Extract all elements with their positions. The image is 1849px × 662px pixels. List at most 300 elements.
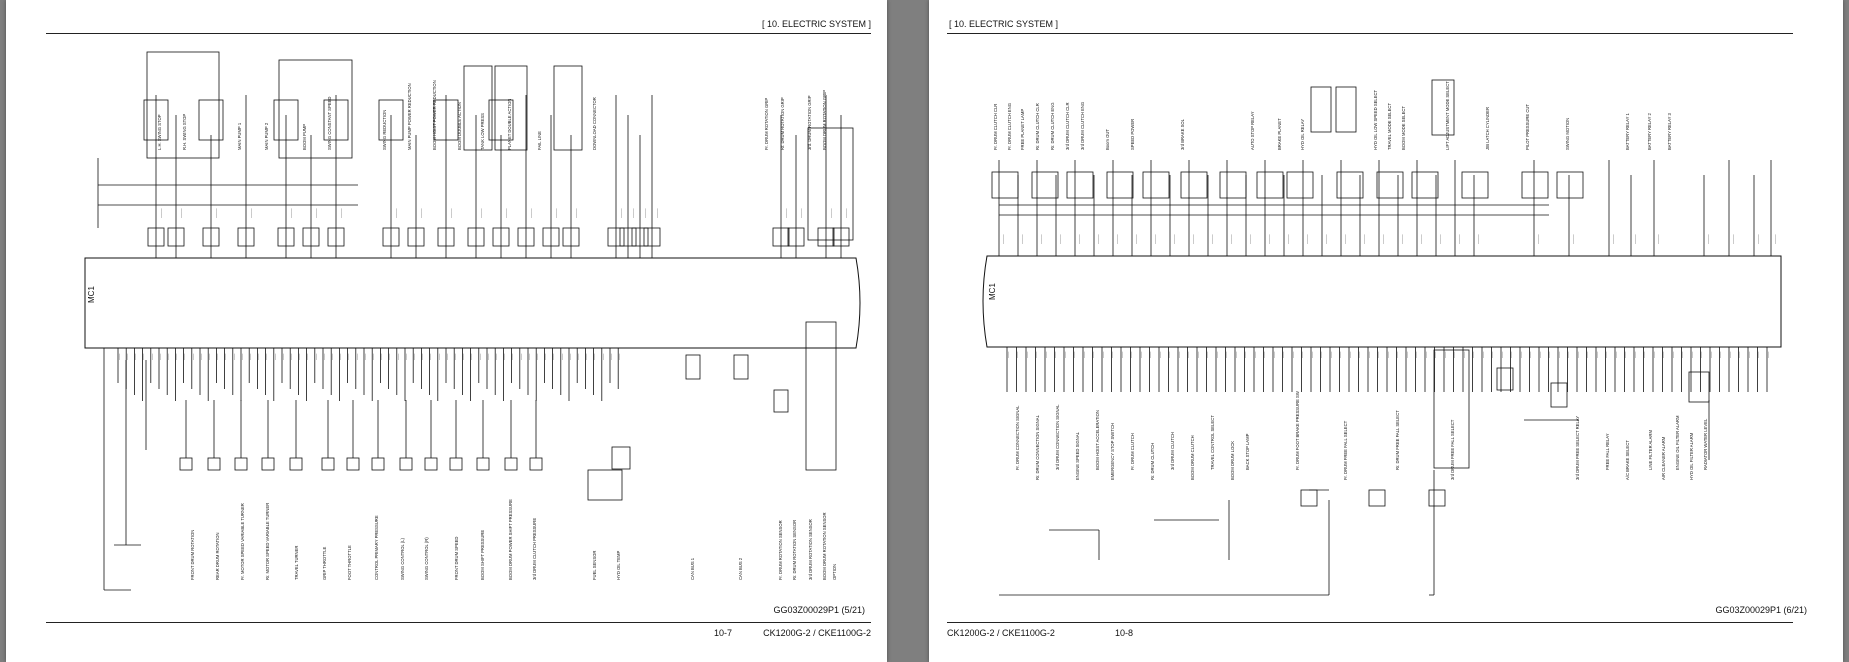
wire-tag: ——	[281, 353, 285, 360]
option-box	[1432, 80, 1454, 135]
wire-tag: ——	[1300, 351, 1305, 358]
wire-tag: ——	[1519, 351, 1523, 358]
wire-tag: ——	[1718, 351, 1723, 358]
top-signal-label: BATTERY RELAY 1	[1625, 113, 1630, 150]
wire-tag: ——	[158, 353, 162, 360]
wire-tag: ——	[1557, 351, 1561, 358]
wire-tag: ———	[1096, 234, 1100, 244]
relay-group-box	[1336, 87, 1356, 132]
left-page-header: [ 10. ELECTRIC SYSTEM ]	[761, 19, 871, 29]
top-signal-label: BATTERY RELAY 3	[1667, 113, 1672, 150]
bottom-signal-label: Rr. DRUM CLUTCH	[1150, 442, 1155, 480]
wire-tag: ——	[584, 353, 589, 360]
relay-box	[1067, 172, 1093, 198]
sensor-symbol	[425, 458, 437, 470]
top-signal-label: HYD OIL RELAY	[1300, 118, 1305, 150]
wire-tag: ———	[529, 208, 533, 218]
bottom-signal-label: Fr. DRUM CLUTCH	[1130, 433, 1135, 470]
bottom-signal-label: CAN BUS 2	[738, 557, 743, 580]
wire-tag: ——	[1490, 351, 1495, 358]
wire-tag: ——	[1376, 351, 1381, 358]
wire-tag: ———	[1381, 234, 1385, 244]
bottom-signal-label: 3rd DRUM FREE SELECT RELAY	[1575, 415, 1580, 480]
wire-tag: ———	[1656, 234, 1660, 244]
wire-tag: ——	[305, 353, 310, 360]
wire-tag: ——	[1338, 351, 1343, 358]
sensor-symbol	[372, 458, 384, 470]
sensor-symbol	[450, 458, 462, 470]
wire-tag: ——	[1234, 351, 1238, 358]
controller-mc1-outline	[983, 256, 1781, 347]
wire-tag: ——	[1272, 351, 1276, 358]
wire-tag: ——	[215, 353, 220, 360]
relay-group-box	[279, 60, 352, 158]
wire-tag: ——	[592, 353, 597, 360]
left-wiring-diagram	[6, 0, 887, 662]
bottom-signal-label: FRONT DRUM SPEED	[454, 536, 459, 580]
wire-tag: ——	[1652, 351, 1656, 358]
wire-tag: ———	[1419, 234, 1423, 244]
sensor-symbol	[1301, 490, 1317, 506]
top-signal-label: JIB LATCH CYLINDER	[1485, 107, 1490, 150]
relay-box	[1551, 383, 1567, 407]
wire-tag: ———	[1039, 234, 1043, 244]
wire-tag: ——	[338, 353, 343, 360]
top-signal-label: BOOM HOIST POWER REDUCTION	[432, 80, 437, 150]
wire-tag: ——	[428, 353, 433, 360]
bottom-signal-label: TRAVEL CONTROL SELECT	[1210, 415, 1215, 470]
wire-tag: ——	[420, 353, 425, 360]
wire-tag: ——	[1205, 351, 1210, 358]
bottom-signal-label: BOOM DRUM POWER SHIFT PRESSURE	[508, 499, 513, 580]
wire-tag: ——	[469, 353, 474, 360]
wire-tag: ——	[1595, 351, 1599, 358]
wire-tag: ———	[1324, 234, 1328, 244]
bottom-signal-label: BOOM SHIFT PRESSURE	[480, 529, 485, 580]
wire-tag: ——	[1025, 351, 1029, 358]
bottom-signal-label: TRAVEL TURNER	[294, 545, 299, 580]
wire-tag: ———	[1267, 234, 1271, 244]
wire-tag: ———	[289, 208, 293, 218]
wire-tag: ——	[1224, 351, 1229, 358]
wire-tag: ——	[1728, 351, 1732, 358]
wire-tag: ——	[1661, 351, 1666, 358]
wire-tag: ——	[379, 353, 384, 360]
wire-tag: ——	[510, 353, 515, 360]
wire-tag: ———	[249, 208, 253, 218]
relay-box	[1143, 172, 1169, 198]
wire-tag: ——	[1576, 351, 1580, 358]
bottom-signal-label: BACK STOP LAMP	[1245, 433, 1250, 470]
bottom-signal-label: RADIATOR WATER LEVEL	[1703, 418, 1708, 470]
bottom-signal-label: AIR CLEANER ALARM	[1661, 436, 1666, 480]
wire-tag: ——	[1433, 351, 1438, 358]
wire-tag: ———	[394, 208, 398, 218]
wire-tag: ——	[174, 353, 179, 360]
wire-tag: ——	[141, 353, 146, 360]
wire-tag: ———	[1058, 234, 1062, 244]
wire-tag: ——	[363, 353, 367, 360]
wire-tag: ———	[159, 208, 163, 218]
sensor-symbol	[208, 458, 220, 470]
wire-tag: ———	[619, 208, 623, 218]
top-signal-label: 3rd BRAKE SOL	[1180, 119, 1185, 150]
wire-tag: ——	[1756, 351, 1761, 358]
wire-tag: ——	[125, 353, 130, 360]
top-signal-label: 3rd DRUM CLUTCH CLR	[1065, 102, 1070, 150]
bottom-signal-label: 3rd DRUM FREE FALL SELECT	[1450, 419, 1455, 480]
bottom-signal-label: OPTION	[832, 563, 837, 580]
wire-tag: ———	[1001, 234, 1005, 244]
wire-tag: ——	[1766, 351, 1770, 358]
wire-tag: ——	[231, 353, 236, 360]
top-signal-label: 3rd DRUM CLUTCH ENG	[1080, 101, 1085, 150]
wire-tag: ——	[502, 353, 507, 360]
wire-tag: ——	[1253, 351, 1257, 358]
wire-tag: ——	[240, 353, 244, 360]
bottom-signal-label: Fr. DRUM ROTATION SENSOR	[778, 520, 783, 580]
wire-tag: ——	[1082, 351, 1086, 358]
top-signal-label: BRAKE PLANET	[1277, 118, 1282, 150]
sensor-symbol	[530, 458, 542, 470]
top-signal-label: Boom OUT	[1105, 129, 1110, 150]
wire-tag: ——	[1528, 351, 1533, 358]
wire-tag: ———	[504, 208, 508, 218]
top-signal-label: Rr. DRUM CLUTCH ENG	[1050, 102, 1055, 150]
wire-tag: ——	[600, 353, 605, 360]
sensor-symbol	[322, 458, 334, 470]
wire-tag: ———	[1438, 234, 1442, 244]
top-signal-label: FAIL LINE	[537, 131, 542, 150]
top-signal-label: BOOM DOUBLE ACTION	[457, 102, 462, 150]
wire-tag: ——	[1120, 351, 1124, 358]
wire-tag: ——	[1680, 351, 1685, 358]
top-signal-label: PLANET DOUBLE ACTION	[507, 98, 512, 150]
wire-tag: ——	[1471, 351, 1476, 358]
top-signal-label: AUTO STOP RELAY	[1250, 111, 1255, 150]
wire-tag: ——	[1357, 351, 1362, 358]
wire-tag: ———	[1153, 234, 1157, 244]
wire-tag: ——	[182, 353, 187, 360]
relay-group-box	[464, 66, 492, 150]
wire-tag: ——	[1747, 351, 1751, 358]
wire-tag: ——	[387, 353, 392, 360]
radiator-level-box	[1689, 372, 1709, 402]
wire-tag: ——	[1158, 351, 1162, 358]
bottom-signal-label: Fr. DRUM FREE FALL SELECT	[1343, 420, 1348, 480]
bottom-signal-label: 3rd DRUM CLUTCH PRESSURE	[532, 517, 537, 580]
wire-tag: ——	[1585, 351, 1590, 358]
top-signal-label: Fr. DRUM CLUTCH CLR	[993, 103, 998, 150]
top-signal-label: SWING MOTION	[1565, 117, 1570, 150]
wire-tag: ———	[1476, 234, 1480, 244]
wire-tag: ——	[1129, 351, 1134, 358]
bottom-signal-label: GRIP THROTTLE	[322, 546, 327, 580]
wire-tag: ——	[1671, 351, 1675, 358]
wire-tag: ——	[1452, 351, 1457, 358]
wire-tag: ——	[527, 353, 531, 360]
wire-tag: ——	[1196, 351, 1200, 358]
wire-tag: ———	[1611, 234, 1615, 244]
top-signal-label: SWING CONSTANT SPEED	[327, 96, 332, 150]
wire-tag: ——	[1091, 351, 1096, 358]
wire-tag: ———	[631, 208, 635, 218]
wire-tag: ——	[1348, 351, 1352, 358]
wire-tag: ——	[313, 353, 318, 360]
wire-tag: ———	[1362, 234, 1366, 244]
bottom-signal-label: REAR DRUM ROTATION	[215, 532, 220, 580]
top-signal-label: SWING REDUCTION	[382, 109, 387, 150]
top-signal-label: HYD OIL LOW SPEED SELECT	[1373, 89, 1378, 150]
relay-box	[992, 172, 1018, 198]
wire-tag: ——	[207, 353, 212, 360]
wire-tag: ——	[1500, 351, 1504, 358]
wire-tag: ——	[1319, 351, 1324, 358]
wire-tag: ——	[609, 353, 613, 360]
wire-tag: ——	[289, 353, 294, 360]
wire-tag: ——	[568, 353, 572, 360]
wire-tag: ———	[1077, 234, 1081, 244]
wire-tag: ———	[1134, 234, 1138, 244]
bottom-signal-label: SWING CONTROL (L)	[400, 538, 405, 580]
top-signal-label: Rr. DRUM ROTATION GRIP	[780, 97, 785, 150]
wire-tag: ——	[477, 353, 482, 360]
left-manual-page	[6, 0, 887, 662]
wire-tag: ———	[339, 208, 343, 218]
wire-tag: ——	[1053, 351, 1058, 358]
wire-tag: ——	[117, 353, 121, 360]
top-signal-label: BOOM PUMP	[302, 123, 307, 150]
wire-tag: ——	[445, 353, 449, 360]
drum-sensor-box	[774, 390, 788, 412]
sensor-symbol	[1429, 490, 1445, 506]
bottom-signal-label: 3rd DRUM ROTATION SENSOR	[808, 519, 813, 580]
right-manual-page	[929, 0, 1843, 662]
wire-tag: ——	[1044, 351, 1048, 358]
wire-tag: ——	[453, 353, 458, 360]
wire-tag: ——	[1462, 351, 1466, 358]
wire-tag: ———	[179, 208, 183, 218]
bottom-signal-label: FUEL SENSOR	[592, 550, 597, 580]
wire-tag: ——	[1148, 351, 1153, 358]
sensor-symbol	[262, 458, 274, 470]
wire-tag: ———	[1706, 234, 1710, 244]
wire-tag: ———	[554, 208, 558, 218]
wire-tag: ——	[1604, 351, 1609, 358]
wire-tag: ——	[371, 353, 376, 360]
sensor-symbol	[1369, 490, 1385, 506]
wire-tag: ——	[494, 353, 499, 360]
sensor-symbol	[477, 458, 489, 470]
right-model-label: CK1200G-2 / CKE1100G-2	[947, 628, 1055, 638]
bottom-signal-label: HYD OIL FILTER ALARM	[1689, 432, 1694, 480]
sensor-symbol	[180, 458, 192, 470]
relay-box	[1032, 172, 1058, 198]
wire-tag: ——	[133, 353, 138, 360]
wire-tag: ——	[1509, 351, 1514, 358]
wire-tag: ——	[264, 353, 269, 360]
bottom-signal-label: Fr. DRUM FOOT BRAKE PRESSURE SW	[1295, 391, 1300, 470]
relay-box	[1462, 172, 1488, 198]
top-signal-label: MAIN PUMP 1	[237, 122, 242, 150]
bottom-signal-label: FRONT DRUM ROTATION	[190, 529, 195, 580]
top-signal-label: R.H. SWING STOP	[182, 113, 187, 150]
top-signal-label: TANK LOW PRESS	[480, 113, 485, 150]
bottom-signal-label: BOOM DRUM CLUTCH	[1190, 435, 1195, 480]
sensor-symbol	[290, 458, 302, 470]
wire-tag: ——	[535, 353, 540, 360]
relay-group-box	[1311, 87, 1331, 132]
wire-tag: ———	[1115, 234, 1119, 244]
bottom-signal-label: HYD OIL TEMP	[616, 550, 621, 580]
wire-tag: ——	[1072, 351, 1077, 358]
left-page-number: 10-7	[714, 628, 733, 638]
wire-tag: ——	[223, 353, 228, 360]
wire-tag: ——	[1329, 351, 1333, 358]
wire-tag: ———	[784, 208, 788, 218]
wire-tag: ———	[574, 208, 578, 218]
bottom-signal-label: Rr. MOTOR SPEED VARIABLE TURNER	[265, 502, 270, 580]
top-signal-label: DOWNLOAD CONNECTOR	[592, 97, 597, 150]
top-signal-label: FREE PLANET LAMP	[1020, 108, 1025, 150]
wire-tag: ——	[1367, 351, 1371, 358]
wire-tag: ——	[1291, 351, 1295, 358]
wire-tag: ——	[190, 353, 195, 360]
bottom-signal-label: FREE FALL RELAY	[1605, 433, 1610, 470]
wire-tag: ———	[1020, 234, 1024, 244]
bottom-signal-label: CONTROL PRIMARY PRESSURE	[374, 515, 379, 580]
wire-tag: ——	[1395, 351, 1400, 358]
wire-tag: ——	[1186, 351, 1191, 358]
wire-tag: ———	[844, 208, 848, 218]
wire-tag: ———	[449, 208, 453, 218]
option-sensor-box	[806, 322, 836, 470]
wire-tag: ——	[543, 353, 548, 360]
wire-tag: ——	[256, 353, 261, 360]
top-signal-label: Fr. DRUM CLUTCH ENG	[1007, 103, 1012, 150]
right-wiring-diagram	[929, 0, 1843, 662]
wire-tag: ——	[1006, 351, 1010, 358]
wire-tag: ———	[1305, 234, 1309, 244]
wire-tag: ———	[1457, 234, 1461, 244]
bottom-signal-label: BOOM DRUM LOCK	[1230, 440, 1235, 480]
wire-tag: ——	[1443, 351, 1447, 358]
wire-tag: ———	[1731, 234, 1735, 244]
wire-tag: ———	[214, 208, 218, 218]
bottom-signal-label: BOOM HOIST ACCELERATION	[1095, 410, 1100, 470]
top-signal-label: 3rd. DRUM ROTATION GRIP	[807, 95, 812, 150]
wire-tag: ——	[1405, 351, 1409, 358]
wire-tag: ——	[1281, 351, 1286, 358]
wire-tag: ———	[655, 208, 659, 218]
bottom-signal-label: LINE FILTER ALARM	[1648, 430, 1653, 470]
sensor-symbol	[235, 458, 247, 470]
right-footer-rule	[947, 622, 1793, 623]
wire-tag: ——	[1690, 351, 1694, 358]
wire-tag: ——	[1538, 351, 1542, 358]
wire-tag: ——	[461, 353, 466, 360]
left-drawing-number: GG03Z00029P1 (5/21)	[773, 605, 865, 615]
top-signal-label: Rr. DRUM CLUTCH CLR	[1035, 103, 1040, 150]
relay-box	[1220, 172, 1246, 198]
wire-tag: ——	[1414, 351, 1419, 358]
controller-label: MC1	[87, 286, 96, 303]
wire-tag: ——	[354, 353, 359, 360]
relay-box	[1107, 172, 1133, 198]
sensor-symbol	[347, 458, 359, 470]
wire-tag: ———	[314, 208, 318, 218]
wire-tag: ——	[1424, 351, 1428, 358]
top-signal-label: TRAVEL MODE SELECT	[1387, 102, 1392, 150]
wire-tag: ——	[395, 353, 400, 360]
wire-tag: ———	[799, 208, 803, 218]
wire-tag: ——	[1623, 351, 1628, 358]
wire-tag: ——	[1034, 351, 1039, 358]
wire-tag: ——	[551, 353, 556, 360]
left-footer-rule	[46, 622, 871, 623]
wire-tag: ——	[404, 353, 408, 360]
wire-tag: ——	[559, 353, 564, 360]
wire-tag: ——	[297, 353, 302, 360]
wire-tag: ———	[1756, 234, 1760, 244]
controller-mc1-outline	[85, 258, 860, 348]
bottom-signal-label: ENGINE OIL FILTER ALARM	[1675, 415, 1680, 470]
left-model-label: CK1200G-2 / CKE1100G-2	[763, 628, 871, 638]
wire-tag: ———	[1286, 234, 1290, 244]
wire-tag: ——	[1547, 351, 1552, 358]
can-box	[686, 355, 700, 379]
bottom-signal-label: Rr. DRUM CONNECTION SIGNAL	[1035, 415, 1040, 480]
wire-tag: ——	[1386, 351, 1390, 358]
wire-tag: ———	[1571, 234, 1575, 244]
right-drawing-number: GG03Z00029P1 (6/21)	[1715, 605, 1807, 615]
wire-tag: ——	[576, 353, 581, 360]
wire-tag: ——	[1110, 351, 1115, 358]
wire-tag: ——	[322, 353, 326, 360]
wire-tag: ——	[436, 353, 441, 360]
sensor-symbol	[505, 458, 517, 470]
wire-tag: ——	[1177, 351, 1181, 358]
relay-box	[1181, 172, 1207, 198]
wire-tag: ———	[1210, 234, 1214, 244]
top-signal-label: BOOM DRUM ROTATION GRIP	[822, 89, 827, 150]
bottom-signal-label: BOOM DRUM ROTATION SENSOR	[822, 512, 827, 580]
wire-tag: ——	[617, 353, 622, 360]
controller-label: MC1	[988, 283, 997, 300]
sensor-symbol	[400, 458, 412, 470]
top-signal-label: MAIN PUMP POWER REDUCTION	[407, 83, 412, 150]
wire-tag: ———	[1172, 234, 1176, 244]
wire-tag: ——	[346, 353, 351, 360]
wire-tag: ——	[1310, 351, 1314, 358]
wire-tag: ——	[1642, 351, 1647, 358]
top-signal-label: Fr. DRUM ROTATION GRIP	[764, 97, 769, 150]
wire-tag: ——	[1215, 351, 1219, 358]
bottom-signal-label: ENGINE SPEED SIGNAL	[1075, 432, 1080, 480]
relay-box	[1377, 172, 1403, 198]
top-signal-label: LIFT ADJUSTMENT MODE SELECT	[1445, 81, 1450, 150]
wire-tag: ——	[1709, 351, 1713, 358]
wire-tag: ———	[1248, 234, 1252, 244]
wire-tag: ——	[518, 353, 523, 360]
option-box	[808, 128, 853, 240]
wire-tag: ——	[149, 353, 154, 360]
wire-tag: ———	[1343, 234, 1347, 244]
top-signal-label: MAIN PUMP 2	[264, 122, 269, 150]
wire-tag: ——	[1015, 351, 1020, 358]
wire-tag: ——	[1699, 351, 1704, 358]
bottom-signal-label: Rr. DRUM ROTATION SENSOR	[792, 519, 797, 580]
